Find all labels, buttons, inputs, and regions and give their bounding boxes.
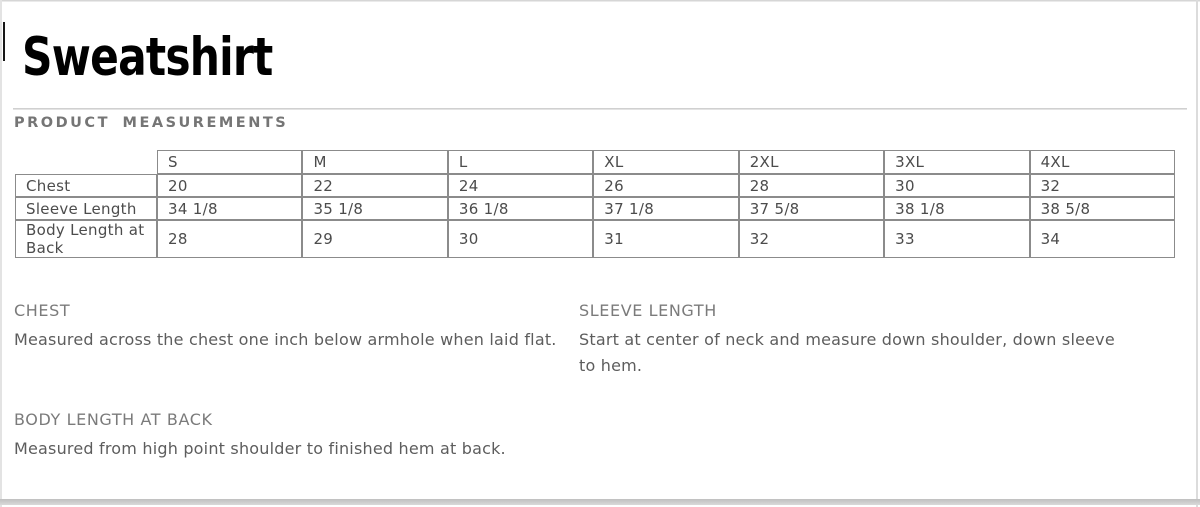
row-label-sleeve-length: Sleeve Length — [15, 197, 157, 220]
table-header-row — [15, 150, 1175, 174]
definition-description-chest: Measured across the chest one inch below armhole when laid flat. — [14, 330, 557, 349]
page-title: Sweatshirt — [22, 27, 273, 88]
row-label-chest: Chest — [15, 174, 157, 197]
table-corner-cell — [15, 150, 157, 174]
measurements-table — [15, 150, 1175, 258]
table-cell: 32 — [739, 220, 884, 258]
table-row-sleeve-length — [15, 197, 1175, 220]
definition-term-sleeve-length: SLEEVE LENGTH — [579, 301, 717, 320]
table-cell: 37 1/8 — [593, 197, 738, 220]
column-header-xl: XL — [593, 150, 738, 174]
table-cell: 29 — [302, 220, 447, 258]
table-cell: 38 1/8 — [884, 197, 1029, 220]
table-cell: 34 1/8 — [157, 197, 302, 220]
column-header-4xl: 4XL — [1030, 150, 1175, 174]
definition-description-sleeve-length: Start at center of neck and measure down shoulder, down sleeve to hem. — [579, 330, 1115, 375]
bottom-divider-bar — [0, 499, 1200, 505]
table-row-body-length-at-back — [15, 220, 1175, 258]
table-cell: 36 1/8 — [448, 197, 593, 220]
table-cell: 24 — [448, 174, 593, 197]
table-cell: 31 — [593, 220, 738, 258]
left-edge-clipped-artifact — [3, 22, 5, 61]
left-edge-border — [0, 0, 2, 507]
definition-term-body-length-at-back: BODY LENGTH AT BACK — [14, 410, 213, 429]
column-header-3xl: 3XL — [884, 150, 1029, 174]
column-header-s: S — [157, 150, 302, 174]
row-label-body-length-at-back: Body Length at Back — [15, 220, 157, 258]
column-header-2xl: 2XL — [739, 150, 884, 174]
section-divider-line — [13, 108, 1187, 110]
table-cell: 20 — [157, 174, 302, 197]
table-cell: 35 1/8 — [302, 197, 447, 220]
section-heading: PRODUCT MEASUREMENTS — [14, 115, 289, 131]
top-edge-border — [0, 0, 1200, 2]
table-cell: 38 5/8 — [1030, 197, 1175, 220]
column-header-m: M — [302, 150, 447, 174]
table-cell: 33 — [884, 220, 1029, 258]
table-cell: 34 — [1030, 220, 1175, 258]
table-cell: 22 — [302, 174, 447, 197]
table-cell: 32 — [1030, 174, 1175, 197]
table-cell: 30 — [448, 220, 593, 258]
definition-sleeve-length — [579, 301, 1119, 379]
table-row-chest — [15, 174, 1175, 197]
definition-body-length-at-back — [14, 410, 634, 462]
right-edge-border — [1196, 0, 1198, 507]
table-cell: 26 — [593, 174, 738, 197]
table-cell: 28 — [157, 220, 302, 258]
table-cell: 30 — [884, 174, 1029, 197]
definition-description-body-length-at-back: Measured from high point shoulder to finished hem at back. — [14, 439, 506, 458]
column-header-l: L — [448, 150, 593, 174]
definition-chest — [14, 301, 574, 353]
definition-term-chest: CHEST — [14, 301, 71, 320]
table-cell: 28 — [739, 174, 884, 197]
table-cell: 37 5/8 — [739, 197, 884, 220]
